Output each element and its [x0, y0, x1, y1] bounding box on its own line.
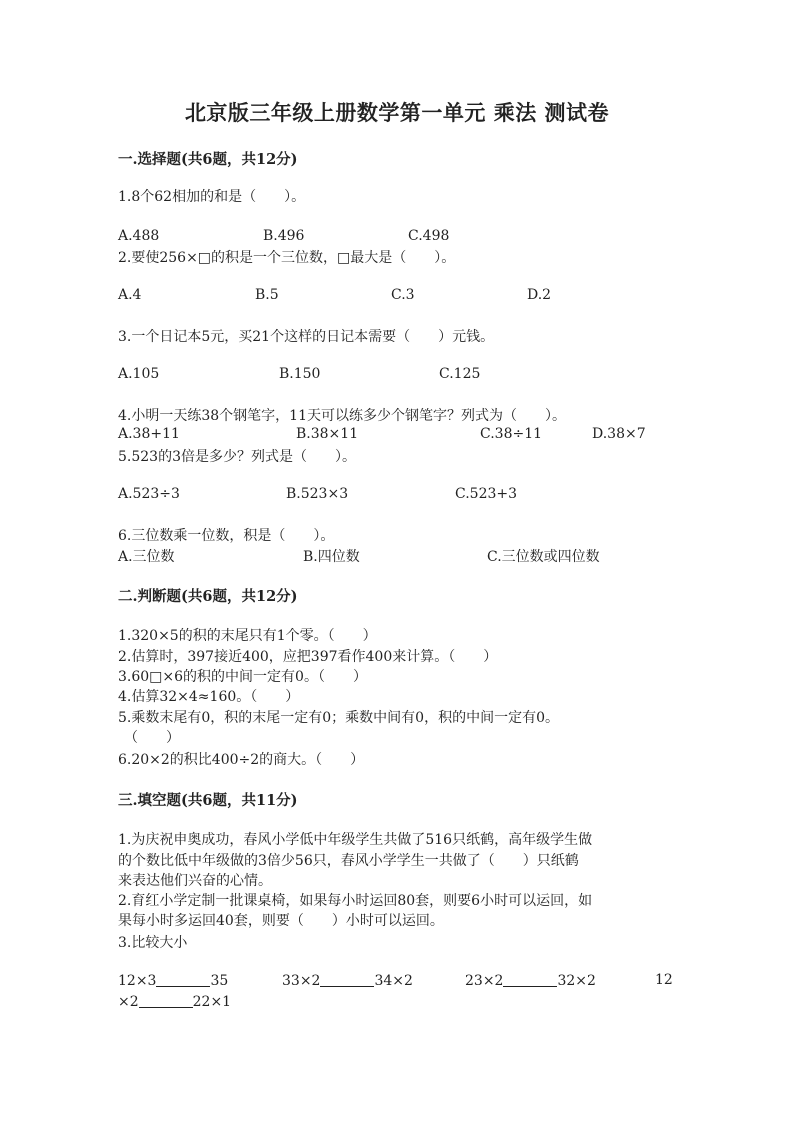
compare-right: 32×2 [557, 973, 596, 989]
option: C.523+3 [455, 486, 518, 502]
option: A.488 [118, 228, 160, 244]
compare-right: 35 [210, 973, 229, 989]
option: A.523÷3 [118, 486, 180, 502]
compare-left-cont: ×2 [118, 994, 139, 1010]
compare-left: 23×2 [465, 973, 504, 989]
answer-blank [503, 972, 557, 987]
option: A.38+11 [118, 426, 180, 442]
judge-item: 1.320×5的积的末尾只有1个零。（ ） [118, 628, 377, 644]
fill-question-line: 果每小时多运回40套，则要（ ）小时可以运回。 [118, 913, 444, 929]
question-stem: 6.三位数乘一位数，积是（ ）。 [118, 528, 335, 544]
option: C.38÷11 [480, 426, 543, 442]
answer-blank [139, 993, 193, 1008]
option: B.496 [263, 228, 305, 244]
option: C.3 [391, 287, 415, 303]
compare-left: 12×3 [118, 973, 157, 989]
compare-item [118, 972, 228, 989]
judge-item-bracket: （ ） [124, 730, 180, 746]
fill-question-line: 1.为庆祝申奥成功，春风小学低中年级学生共做了516只纸鹤，高年级学生做 [118, 832, 593, 848]
question-stem: 3.一个日记本5元，买21个这样的日记本需要（ ）元钱。 [118, 329, 495, 345]
option: D.2 [527, 287, 552, 303]
option: C.498 [408, 228, 450, 244]
option: B.150 [279, 366, 321, 382]
answer-blank [320, 972, 374, 987]
option: B.523×3 [286, 486, 349, 502]
compare-item [282, 972, 413, 989]
compare-right: 34×2 [374, 973, 413, 989]
fill-question-line: 的个数比低中年级做的3倍少56只，春风小学学生一共做了（ ）只纸鹤 [118, 853, 579, 869]
section-heading-fill: 三.填空题(共6题，共11分) [118, 792, 298, 809]
option: A.105 [118, 366, 160, 382]
answer-blank [156, 972, 210, 987]
question-stem: 2.要使256×□的积是一个三位数，□最大是（ ）。 [118, 250, 456, 266]
judge-item: 5.乘数末尾有0，积的末尾一定有0；乘数中间有0，积的中间一定有0。 [118, 710, 559, 726]
page-title: 北京版三年级上册数学第一单元 乘法 测试卷 [184, 100, 610, 125]
compare-item [465, 972, 596, 989]
judge-item: 4.估算32×4≈160。（ ） [118, 689, 300, 705]
option: B.5 [255, 287, 279, 303]
fill-question-line: 2.育红小学定制一批课桌椅，如果每小时运回80套，则要6小时可以运回，如 [118, 893, 593, 909]
option: C.三位数或四位数 [487, 549, 600, 565]
judge-item: 3.60□×6的积的中间一定有0。（ ） [118, 669, 367, 685]
section-heading-choice: 一.选择题(共6题，共12分) [118, 151, 298, 168]
judge-item: 6.20×2的积比400÷2的商大。（ ） [118, 752, 365, 768]
option: C.125 [439, 366, 481, 382]
question-stem: 5.523的3倍是多少？列式是（ ）。 [118, 449, 356, 465]
compare-right: 22×1 [192, 994, 232, 1010]
fill-question-line: 3.比较大小 [118, 935, 188, 951]
compare-left-part: 12 [655, 972, 673, 988]
question-stem: 4.小明一天练38个钢笔字，11天可以练多少个钢笔字？列式为（ ）。 [118, 408, 566, 424]
option: B.四位数 [303, 549, 360, 565]
compare-item [118, 993, 231, 1010]
compare-left: 33×2 [282, 973, 321, 989]
fill-question-line: 来表达他们兴奋的心情。 [118, 873, 272, 889]
judge-item: 2.估算时，397接近400，应把397看作400来计算。（ ） [118, 649, 498, 665]
option: A.三位数 [118, 549, 175, 565]
section-heading-judge: 二.判断题(共6题，共12分) [118, 588, 298, 605]
question-stem: 1.8个62相加的和是（ ）。 [118, 189, 306, 205]
option: B.38×11 [296, 426, 359, 442]
option: D.38×7 [592, 426, 646, 442]
option: A.4 [118, 287, 142, 303]
